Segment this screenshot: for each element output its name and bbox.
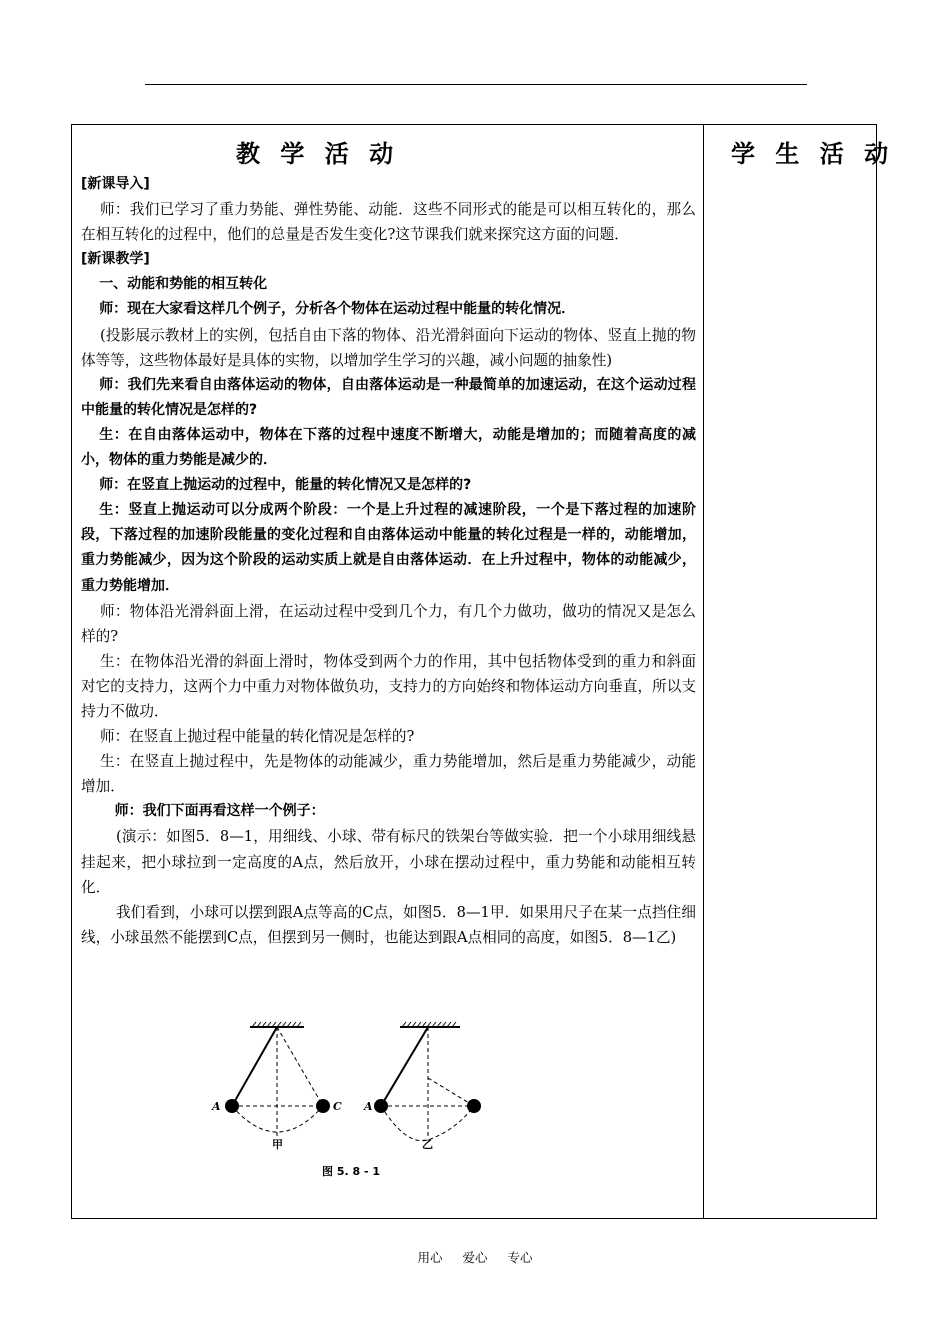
paragraph: 生：竖直上抛运动可以分成两个阶段：一个是上升过程的减速阶段，一个是下落过程的加速阶段，下落过程的加速阶段能量的变化过程和自由落体运动中能量的转化过程是一样的，动能增加，重力势能减少，因为这个阶段的运动实质上就是自由落体运动．在上升过程中，物体的动能减少，重力势能增加． (81, 502, 696, 594)
footer-item: 专心 (507, 1250, 533, 1265)
paragraph: 师：物体沿光滑斜面上滑，在运动过程中受到几个力，有几个力做功，做功的情况又是怎么样的? (81, 602, 696, 645)
paragraph: 师：现在大家看这样几个例子，分析各个物体在运动过程中能量的转化情况． (99, 301, 576, 318)
column-divider (703, 124, 704, 1219)
footer-item: 爱心 (462, 1250, 488, 1265)
caption-jia: 甲 (272, 1138, 283, 1151)
section-heading-teaching: [新课教学] (81, 251, 150, 268)
section-heading-intro: [新课导入] (81, 176, 150, 192)
pendulum-yi (374, 1022, 481, 1141)
teaching-activity-title: 教 学 活 动 (236, 140, 400, 168)
footer-item: 用心 (417, 1250, 443, 1265)
header-rule (145, 84, 807, 85)
pendulum-jia (225, 1022, 330, 1138)
caption-yi: 乙 (422, 1138, 433, 1151)
paragraph: (投影展示教材上的实例，包括自由下落的物体、沿光滑斜面向下运动的物体、竖直上抛的物体等等，这些物体最好是具体的实物，以增加学生学习的兴趣，减小问题的抽象性) (81, 326, 696, 369)
label-a-yi: A (364, 1100, 373, 1113)
paragraph: 生：在竖直上抛过程中，先是物体的动能减少，重力势能增加，然后是重力势能减少，动能增加． (81, 753, 696, 796)
paragraph: 我们看到，小球可以摆到跟A点等高的C点，如图5．8—1甲．如果用尺子在某一点挡住细线，小球虽然不能摆到C点，但摆到另一侧时，也能达到跟A点相同的高度，如图5．8—1乙) (81, 903, 696, 946)
pendulum-figure (206, 1018, 486, 1184)
paragraph: 师：我们已学习了重力势能、弹性势能、动能．这些不同形式的能是可以相互转化的，那么在相互转化的过程中，他们的总量是否发生变化?这节课我们就来探究这方面的问题． (81, 201, 696, 244)
teaching-content (81, 172, 696, 950)
paragraph: 生：在物体沿光滑的斜面上滑时，物体受到两个力的作用，其中包括物体受到的重力和斜面对它的支持力，这两个力中重力对物体做负功，支持力的方向始终和物体运动方向垂直，所以支持力不做功． (81, 652, 696, 720)
paragraph: 师：我们下面再看这样一个例子： (114, 803, 325, 820)
paragraph: 生：在自由落体运动中，物体在下落的过程中速度不断增大，动能是增加的；而随着高度的减小，物体的重力势能是减少的． (81, 426, 696, 469)
paragraph: 师：在竖直上抛运动的过程中，能量的转化情况又是怎样的? (99, 477, 472, 494)
paragraph: (演示：如图5．8—1，用细线、小球、带有标尺的铁架台等做实验．把一个小球用细线悬挂起来，把小球拉到一定高度的A点，然后放开，小球在摆动过程中，重力势能和动能相互转化． (81, 828, 696, 896)
student-activity-title: 学 生 活 动 (731, 140, 895, 168)
paragraph: 师：我们先来看自由落体运动的物体，自由落体运动是一种最简单的加速运动，在这个运动过程中能量的转化情况是怎样的? (81, 376, 696, 418)
page-footer (0, 1248, 950, 1266)
figure-caption: 图 5. 8 - 1 (322, 1165, 381, 1178)
paragraph: 师：在竖直上抛过程中能量的转化情况是怎样的? (99, 728, 415, 746)
subsection-heading: 一、动能和势能的相互转化 (99, 276, 268, 293)
label-a-jia: A (212, 1100, 221, 1113)
label-c: C (333, 1100, 342, 1113)
